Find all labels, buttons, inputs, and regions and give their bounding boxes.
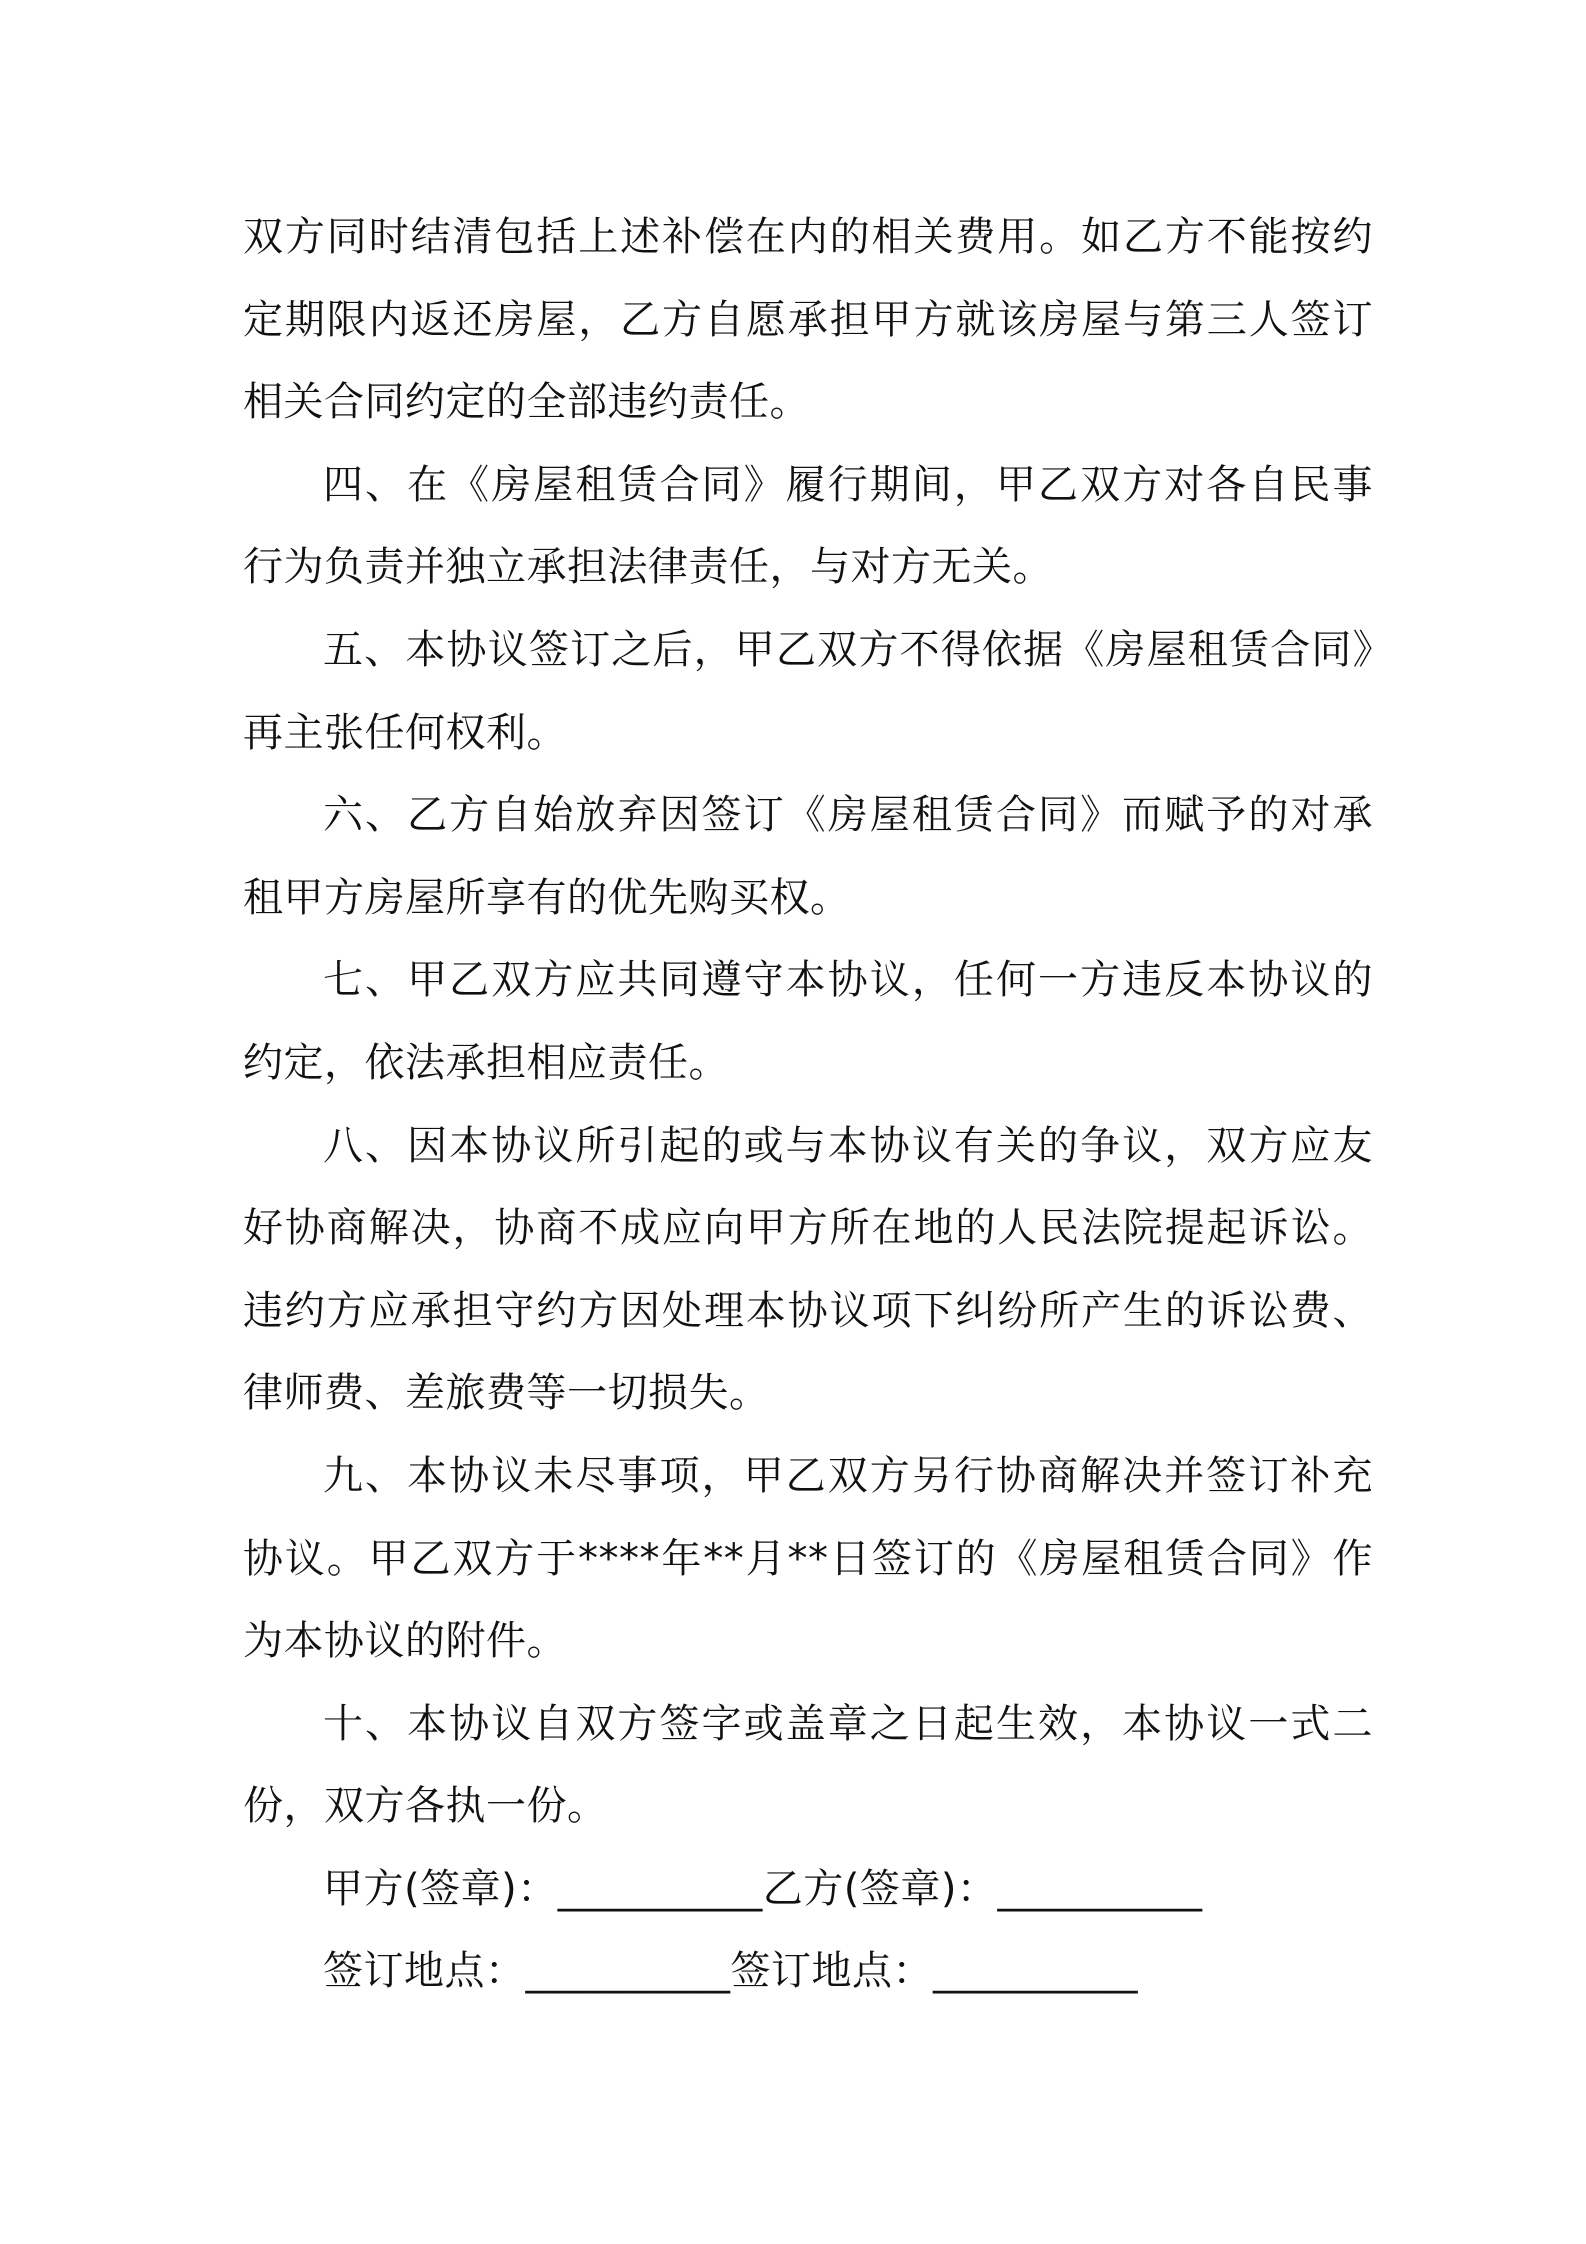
clause-9: 九、本协议未尽事项，甲乙双方另行协商解决并签订补充协议。甲乙双方于****年**月**日签订的《房屋租赁合同》作为本协议的附件。 [243,1452,1373,1665]
place-b-label: 签订地点： [730,1948,933,1995]
party-b-signature-label: 乙方(签章)： [762,1865,998,1912]
document-body [243,196,1373,2013]
party-a-signature-blank: __________ [557,1865,763,1912]
clause-4: 四、在《房屋租赁合同》履行期间，甲乙双方对各自民事行为负责并独立承担法律责任，与对方无关。 [243,461,1373,591]
party-a-signature-label: 甲方(签章)： [323,1865,558,1912]
place-line [243,1930,1373,2013]
party-b-signature-blank: __________ [997,1865,1203,1912]
signature-line [243,1848,1373,1931]
clause-5: 五、本协议签订之后，甲乙双方不得依据《房屋租赁合同》再主张任何权利。 [243,626,1373,756]
clause-10: 十、本协议自双方签字或盖章之日起生效，本协议一式二份，双方各执一份。 [243,1700,1373,1830]
paragraph-continuation: 双方同时结清包括上述补偿在内的相关费用。如乙方不能按约定期限内返还房屋，乙方自愿承担甲方就该房屋与第三人签订相关合同约定的全部违约责任。 [243,214,1373,426]
clause-6: 六、乙方自始放弃因签订《房屋租赁合同》而赋予的对承租甲方房屋所享有的优先购买权。 [243,792,1373,921]
place-a-label: 签订地点： [323,1948,526,1995]
clause-8: 八、因本协议所引起的或与本协议有关的争议，双方应友好协商解决，协商不成应向甲方所在地的人民法院提起诉讼。违约方应承担守约方因处理本协议项下纠纷所产生的诉讼费、律师费、差旅费等一切损失。 [243,1122,1373,1417]
place-b-blank: __________ [933,1948,1138,1995]
clause-7: 七、甲乙双方应共同遵守本协议，任何一方违反本协议的约定，依法承担相应责任。 [243,957,1373,1086]
place-a-blank: __________ [525,1948,731,1995]
